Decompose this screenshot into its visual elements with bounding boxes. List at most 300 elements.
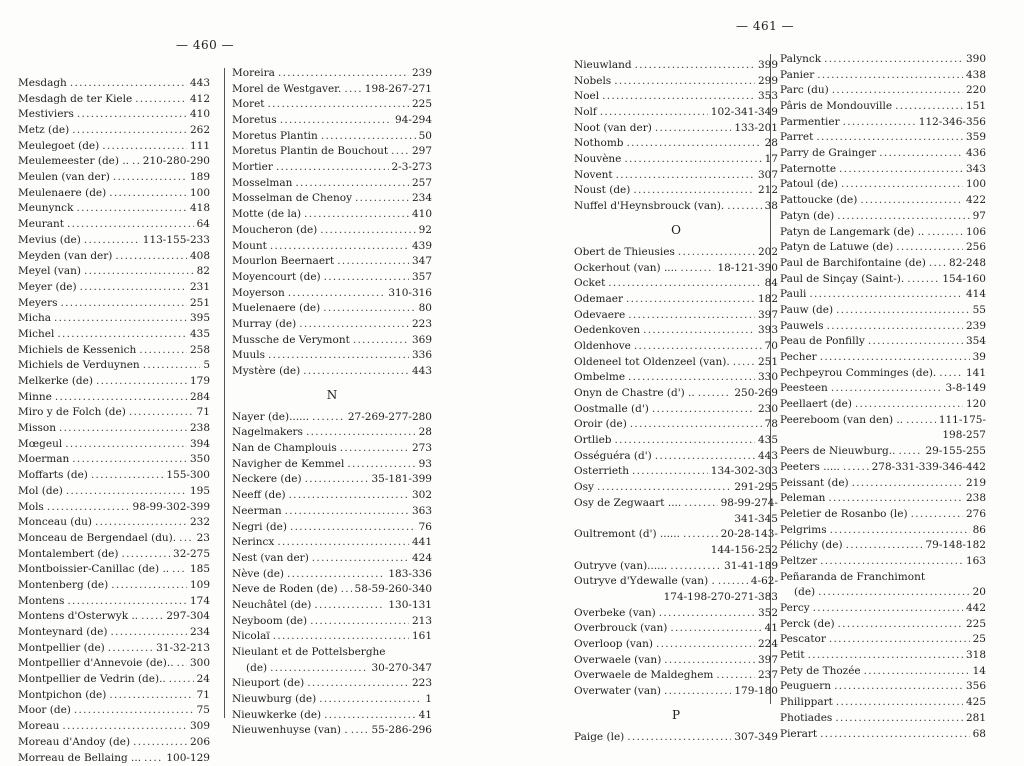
dot-leader bbox=[698, 386, 732, 402]
entry-name: Meyden (van der) bbox=[18, 249, 113, 262]
entry-name: Montens bbox=[18, 594, 65, 607]
entry-name: Morreau de Bellaing ... bbox=[18, 751, 142, 764]
index-entry bbox=[18, 515, 210, 531]
entry-name: Patyn de Latuwe (de) bbox=[780, 241, 894, 254]
entry-pages: 219 bbox=[965, 476, 986, 489]
entry-pages: 256 bbox=[965, 241, 986, 254]
dot-leader bbox=[846, 538, 923, 554]
dot-leader bbox=[169, 672, 194, 688]
dot-leader bbox=[643, 323, 755, 339]
entry-name: Overbeke (van) bbox=[574, 606, 656, 619]
index-entry bbox=[780, 460, 986, 476]
index-entry bbox=[18, 531, 210, 547]
dot-leader bbox=[289, 488, 409, 504]
entry-name: Moyerson bbox=[232, 286, 285, 299]
entry-pages: 291-295 bbox=[734, 481, 778, 494]
entry-pages: 422 bbox=[965, 194, 986, 207]
dot-leader bbox=[139, 343, 187, 359]
index-entry bbox=[232, 425, 432, 441]
index-entry bbox=[574, 590, 778, 606]
entry-name: Photiades bbox=[780, 711, 833, 724]
entry-pages: 141 bbox=[965, 366, 986, 379]
index-entry bbox=[18, 264, 210, 280]
index-entry bbox=[574, 621, 778, 637]
dot-leader bbox=[304, 207, 409, 223]
index-entry bbox=[780, 538, 986, 554]
entry-name: Nieuwburg (de) bbox=[232, 693, 317, 706]
entry-name: Montpellier (de) bbox=[18, 641, 105, 654]
index-entry bbox=[18, 500, 210, 516]
entry-pages: 82-248 bbox=[949, 256, 986, 269]
dot-leader bbox=[111, 578, 187, 594]
entry-name: Neckere (de) bbox=[232, 473, 302, 486]
entry-name: Peuguern bbox=[780, 680, 832, 693]
entry-pages: 234 bbox=[189, 626, 210, 639]
dot-leader bbox=[319, 692, 422, 708]
entry-pages: 412 bbox=[189, 92, 210, 105]
dot-leader bbox=[129, 405, 194, 421]
dot-leader bbox=[855, 397, 963, 413]
entry-name: Petit bbox=[780, 649, 805, 662]
entry-pages: 68 bbox=[972, 727, 986, 740]
index-entry bbox=[780, 287, 986, 303]
index-entry bbox=[780, 429, 986, 445]
dot-leader bbox=[829, 632, 970, 648]
entry-pages: 31-41-189 bbox=[724, 559, 778, 572]
dot-leader bbox=[351, 724, 369, 740]
entry-name: Meulemeester (de) .. bbox=[18, 155, 130, 168]
dot-leader bbox=[67, 217, 194, 233]
entry-pages: 41 bbox=[418, 708, 432, 721]
entry-name: Minne bbox=[18, 390, 52, 403]
index-column bbox=[780, 52, 986, 742]
index-entry bbox=[232, 160, 432, 176]
entry-name: Michiels de Verduynen bbox=[18, 359, 140, 372]
column-divider bbox=[224, 68, 225, 718]
index-entry bbox=[780, 632, 986, 648]
entry-pages: 75 bbox=[196, 704, 210, 717]
index-entry bbox=[574, 684, 778, 700]
dot-leader bbox=[391, 144, 409, 160]
dot-leader bbox=[632, 465, 708, 481]
entry-name: Ortlieb bbox=[574, 434, 612, 447]
index-entry bbox=[18, 249, 210, 265]
entry-name: Montens d'Osterwyk .. bbox=[18, 610, 139, 623]
entry-pages: 3-8-149 bbox=[945, 382, 986, 395]
dot-leader bbox=[80, 280, 187, 296]
dot-leader bbox=[838, 617, 963, 633]
entry-pages: 284 bbox=[189, 390, 210, 403]
index-entry bbox=[232, 629, 432, 645]
index-entry bbox=[780, 146, 986, 162]
entry-name: Monceau de Bergendael (du). bbox=[18, 531, 177, 544]
entry-pages: 343 bbox=[965, 162, 986, 175]
dot-leader bbox=[718, 574, 748, 590]
index-entry bbox=[780, 334, 986, 350]
dot-leader bbox=[341, 582, 352, 598]
dot-leader bbox=[864, 664, 970, 680]
dot-leader bbox=[860, 193, 963, 209]
dot-leader bbox=[852, 476, 963, 492]
dot-leader bbox=[664, 653, 755, 669]
index-entry bbox=[18, 562, 210, 578]
entry-pages: 341-345 bbox=[734, 512, 778, 525]
dot-leader bbox=[837, 209, 969, 225]
dot-leader bbox=[733, 355, 755, 371]
dot-leader bbox=[716, 668, 755, 684]
entry-pages: 408 bbox=[189, 249, 210, 262]
entry-pages: 82 bbox=[196, 265, 210, 278]
dot-leader bbox=[109, 186, 187, 202]
index-entry bbox=[574, 370, 778, 386]
index-entry bbox=[574, 449, 778, 465]
entry-pages: 30-270-347 bbox=[371, 661, 432, 674]
entry-pages: 250-269 bbox=[734, 387, 778, 400]
index-entry bbox=[574, 496, 778, 512]
index-entry bbox=[18, 641, 210, 657]
dot-leader bbox=[659, 606, 755, 622]
entry-name: Nest (van der) bbox=[232, 551, 309, 564]
entry-name: Montpichon (de) bbox=[18, 688, 107, 701]
dot-leader bbox=[268, 97, 409, 113]
index-entry bbox=[232, 567, 432, 583]
index-entry bbox=[574, 339, 778, 355]
entry-pages: 356 bbox=[965, 680, 986, 693]
dot-leader bbox=[74, 704, 194, 720]
entry-pages: 155-300 bbox=[166, 469, 210, 482]
index-entry bbox=[232, 692, 432, 708]
entry-name: Montpellier d'Annevoie (de).. bbox=[18, 657, 174, 670]
dot-leader bbox=[597, 480, 731, 496]
dot-leader bbox=[172, 562, 187, 578]
dot-leader bbox=[280, 113, 392, 129]
entry-pages: 179 bbox=[189, 375, 210, 388]
index-entry bbox=[18, 751, 210, 766]
entry-name: Pelgrims bbox=[780, 523, 827, 536]
dot-leader bbox=[835, 711, 963, 727]
dot-leader bbox=[626, 292, 755, 308]
index-entry bbox=[18, 233, 210, 249]
dot-leader bbox=[323, 301, 415, 317]
entry-name: Overwaele de Maldeghem bbox=[574, 669, 714, 682]
entry-name: Mount bbox=[232, 239, 267, 252]
index-entry bbox=[780, 695, 986, 711]
dot-leader bbox=[355, 192, 409, 208]
entry-name: Peletier de Rosanbo (le) bbox=[780, 507, 908, 520]
entry-pages: 71 bbox=[196, 688, 210, 701]
index-entry bbox=[574, 402, 778, 418]
entry-pages: 35-181-399 bbox=[371, 473, 432, 486]
dot-leader bbox=[633, 184, 755, 200]
entry-pages: 198-267-271 bbox=[364, 82, 432, 95]
dot-leader bbox=[62, 719, 187, 735]
index-entry bbox=[780, 366, 986, 382]
entry-name: Parret bbox=[780, 131, 814, 144]
entry-name: Miro y de Folch (de) bbox=[18, 406, 126, 419]
entry-name: Ocket bbox=[574, 277, 606, 290]
entry-name: Oroir (de) bbox=[574, 418, 627, 431]
dot-leader bbox=[832, 83, 963, 99]
entry-pages: 112-346-356 bbox=[918, 115, 986, 128]
dot-leader bbox=[824, 52, 963, 68]
entry-pages: 238 bbox=[965, 492, 986, 505]
dot-leader bbox=[115, 249, 187, 265]
entry-name: Mevius (de) bbox=[18, 233, 81, 246]
index-entry bbox=[780, 570, 986, 586]
entry-pages: 435 bbox=[757, 434, 778, 447]
dot-leader bbox=[809, 287, 963, 303]
entry-pages: 232 bbox=[189, 516, 210, 529]
entry-pages: 154-160 bbox=[942, 272, 986, 285]
entry-name: Peleman bbox=[780, 492, 826, 505]
index-entry bbox=[780, 209, 986, 225]
dot-leader bbox=[144, 751, 163, 766]
index-entry bbox=[232, 286, 432, 302]
index-entry bbox=[574, 527, 778, 543]
entry-name: Montboissier-Canillac (de) .. bbox=[18, 563, 170, 576]
entry-pages: 397 bbox=[757, 308, 778, 321]
index-entry bbox=[574, 355, 778, 371]
dot-leader bbox=[843, 115, 916, 131]
entry-name: Neyboom (de) bbox=[232, 614, 308, 627]
dot-leader bbox=[678, 245, 755, 261]
index-entry bbox=[18, 374, 210, 390]
entry-name: Moreau d'Andoy (de) bbox=[18, 735, 131, 748]
dot-leader bbox=[831, 381, 943, 397]
entry-pages: 55-286-296 bbox=[371, 724, 432, 737]
index-entry bbox=[780, 397, 986, 413]
entry-pages: 307-349 bbox=[734, 730, 778, 743]
index-entry bbox=[780, 601, 986, 617]
index-entry bbox=[18, 123, 210, 139]
entry-name: Meulenaere (de) bbox=[18, 186, 107, 199]
entry-name: Nuffel d'Heynsbrouck (van). bbox=[574, 200, 725, 213]
entry-pages: 352 bbox=[757, 606, 778, 619]
dot-leader bbox=[96, 374, 187, 390]
entry-pages: 31-32-213 bbox=[156, 641, 210, 654]
entry-pages: 80 bbox=[418, 302, 432, 315]
index-entry bbox=[18, 107, 210, 123]
entry-pages: 239 bbox=[411, 66, 432, 79]
index-entry bbox=[780, 162, 986, 178]
entry-name: Moor (de) bbox=[18, 704, 71, 717]
entry-name: Odevaere bbox=[574, 308, 626, 321]
entry-name: Patyn (de) bbox=[780, 209, 835, 222]
dot-leader bbox=[616, 168, 755, 184]
entry-pages: 206 bbox=[189, 735, 210, 748]
entry-pages: 278-331-339-346-442 bbox=[871, 460, 986, 473]
entry-pages: 363 bbox=[411, 504, 432, 517]
entry-pages: 120 bbox=[965, 398, 986, 411]
entry-name: Meyel (van) bbox=[18, 265, 81, 278]
index-entry bbox=[780, 319, 986, 335]
index-entry bbox=[574, 465, 778, 481]
index-entry bbox=[780, 617, 986, 633]
entry-pages: 443 bbox=[411, 365, 432, 378]
entry-pages: 353 bbox=[757, 90, 778, 103]
dot-leader bbox=[834, 680, 963, 696]
index-entry bbox=[780, 240, 986, 256]
entry-name: Montpellier de Vedrin (de).. bbox=[18, 673, 166, 686]
entry-pages: 258 bbox=[189, 343, 210, 356]
index-entry bbox=[18, 719, 210, 735]
dot-leader bbox=[273, 629, 409, 645]
entry-pages: 39 bbox=[972, 351, 986, 364]
dot-leader bbox=[303, 364, 409, 380]
entry-name: Neerman bbox=[232, 504, 282, 517]
index-column bbox=[18, 76, 210, 766]
entry-pages: 20-28-143- bbox=[720, 528, 778, 541]
entry-name: Mussche de Verymont bbox=[232, 333, 350, 346]
entry-pages: 223 bbox=[411, 677, 432, 690]
section-letter: P bbox=[671, 707, 681, 722]
entry-pages: 442 bbox=[965, 602, 986, 615]
dot-leader bbox=[816, 130, 963, 146]
index-entry bbox=[232, 144, 432, 160]
dot-leader bbox=[84, 233, 140, 249]
dot-leader bbox=[655, 121, 732, 137]
index-entry bbox=[18, 139, 210, 155]
entry-name: Parmentier bbox=[780, 115, 840, 128]
index-entry bbox=[232, 724, 432, 740]
dot-leader bbox=[344, 82, 361, 98]
index-entry bbox=[574, 152, 778, 168]
dot-leader bbox=[270, 661, 368, 677]
dot-leader bbox=[652, 402, 755, 418]
index-entry bbox=[780, 130, 986, 146]
entry-name: Mestiviers bbox=[18, 108, 74, 121]
entry-pages: 299 bbox=[757, 74, 778, 87]
entry-name: Neeff (de) bbox=[232, 489, 286, 502]
index-entry bbox=[232, 661, 432, 677]
dot-leader bbox=[57, 327, 187, 343]
index-entry bbox=[574, 199, 778, 215]
index-entry bbox=[574, 105, 778, 121]
entry-name: Muelenaere (de) bbox=[232, 302, 321, 315]
entry-pages: 212 bbox=[757, 184, 778, 197]
dot-leader bbox=[278, 66, 409, 82]
index-entry bbox=[780, 711, 986, 727]
index-entry bbox=[232, 582, 432, 598]
index-entry bbox=[574, 74, 778, 90]
entry-name: Moerman bbox=[18, 453, 70, 466]
entry-name: Ombelme bbox=[574, 371, 626, 384]
entry-name: Mol (de) bbox=[18, 484, 63, 497]
dot-leader bbox=[277, 535, 409, 551]
entry-name: Peellaert (de) bbox=[780, 398, 852, 411]
entry-pages: 111-175- bbox=[938, 413, 986, 426]
entry-name: Nolf bbox=[574, 106, 597, 119]
entry-name: Morel de Westgaver. bbox=[232, 82, 342, 95]
entry-name: Noel bbox=[574, 90, 600, 103]
entry-pages: 399 bbox=[757, 58, 778, 71]
index-entry bbox=[780, 381, 986, 397]
entry-pages: 436 bbox=[965, 147, 986, 160]
index-entry bbox=[232, 441, 432, 457]
entry-name: Nan de Champlouis bbox=[232, 442, 337, 455]
dot-leader bbox=[813, 601, 963, 617]
entry-name: Mystère (de) bbox=[232, 365, 301, 378]
index-entry bbox=[780, 507, 986, 523]
entry-pages: 251 bbox=[189, 296, 210, 309]
index-entry bbox=[232, 317, 432, 333]
dot-leader bbox=[670, 621, 761, 637]
entry-pages: 20 bbox=[972, 586, 986, 599]
dot-leader bbox=[836, 695, 963, 711]
entry-pages: 330 bbox=[757, 371, 778, 384]
index-entry bbox=[232, 708, 432, 724]
dot-leader bbox=[110, 625, 187, 641]
dot-leader bbox=[59, 421, 187, 437]
dot-leader bbox=[109, 688, 193, 704]
entry-name: Pâris de Mondouville bbox=[780, 100, 893, 113]
entry-pages: 350 bbox=[189, 453, 210, 466]
entry-name: Paige (le) bbox=[574, 730, 625, 743]
entry-pages: 276 bbox=[965, 507, 986, 520]
index-entry bbox=[574, 308, 778, 324]
entry-name: Meulen (van der) bbox=[18, 171, 110, 184]
entry-name: Murray (de) bbox=[232, 317, 297, 330]
index-entry bbox=[780, 554, 986, 570]
index-entry bbox=[18, 170, 210, 186]
entry-name: Patoul (de) bbox=[780, 178, 838, 191]
entry-name: Nothomb bbox=[574, 137, 624, 150]
page-number: — 461 — bbox=[736, 19, 795, 33]
dot-leader bbox=[600, 105, 708, 121]
index-entry bbox=[18, 468, 210, 484]
entry-pages: 438 bbox=[965, 68, 986, 81]
entry-pages: 97 bbox=[972, 209, 986, 222]
entry-pages: 418 bbox=[189, 202, 210, 215]
dot-leader bbox=[312, 551, 409, 567]
index-entry bbox=[18, 343, 210, 359]
index-entry bbox=[780, 727, 986, 743]
entry-pages: 224 bbox=[757, 638, 778, 651]
dot-leader bbox=[608, 276, 761, 292]
index-entry bbox=[18, 656, 210, 672]
entry-pages: 225 bbox=[411, 98, 432, 111]
dot-leader bbox=[320, 223, 415, 239]
entry-name: Oultremont (d') ...... bbox=[574, 528, 680, 541]
entry-pages: 414 bbox=[965, 288, 986, 301]
entry-pages: 262 bbox=[189, 124, 210, 137]
index-entry bbox=[232, 239, 432, 255]
entry-pages: 174 bbox=[189, 594, 210, 607]
index-entry bbox=[780, 523, 986, 539]
dot-leader bbox=[76, 202, 187, 218]
entry-name: Pierart bbox=[780, 727, 818, 740]
entry-name: Moyencourt (de) bbox=[232, 270, 321, 283]
entry-pages: 354 bbox=[965, 335, 986, 348]
dot-leader bbox=[132, 154, 140, 170]
entry-name: Negri (de) bbox=[232, 520, 287, 533]
entry-pages: 239 bbox=[965, 319, 986, 332]
dot-leader bbox=[898, 444, 922, 460]
dot-leader bbox=[655, 449, 755, 465]
entry-pages: 336 bbox=[411, 349, 432, 362]
dot-leader bbox=[868, 334, 963, 350]
entry-name: Pattoucke (de) bbox=[780, 194, 858, 207]
dot-leader bbox=[72, 453, 187, 469]
entry-pages: 302 bbox=[411, 489, 432, 502]
dot-leader bbox=[630, 417, 762, 433]
right-page bbox=[512, 0, 1024, 741]
dot-leader bbox=[624, 152, 761, 168]
index-entry bbox=[574, 668, 778, 684]
page-number: — 460 — bbox=[176, 38, 235, 52]
index-entry bbox=[18, 358, 210, 374]
entry-name: Peers de Nieuwburg.. bbox=[780, 445, 896, 458]
